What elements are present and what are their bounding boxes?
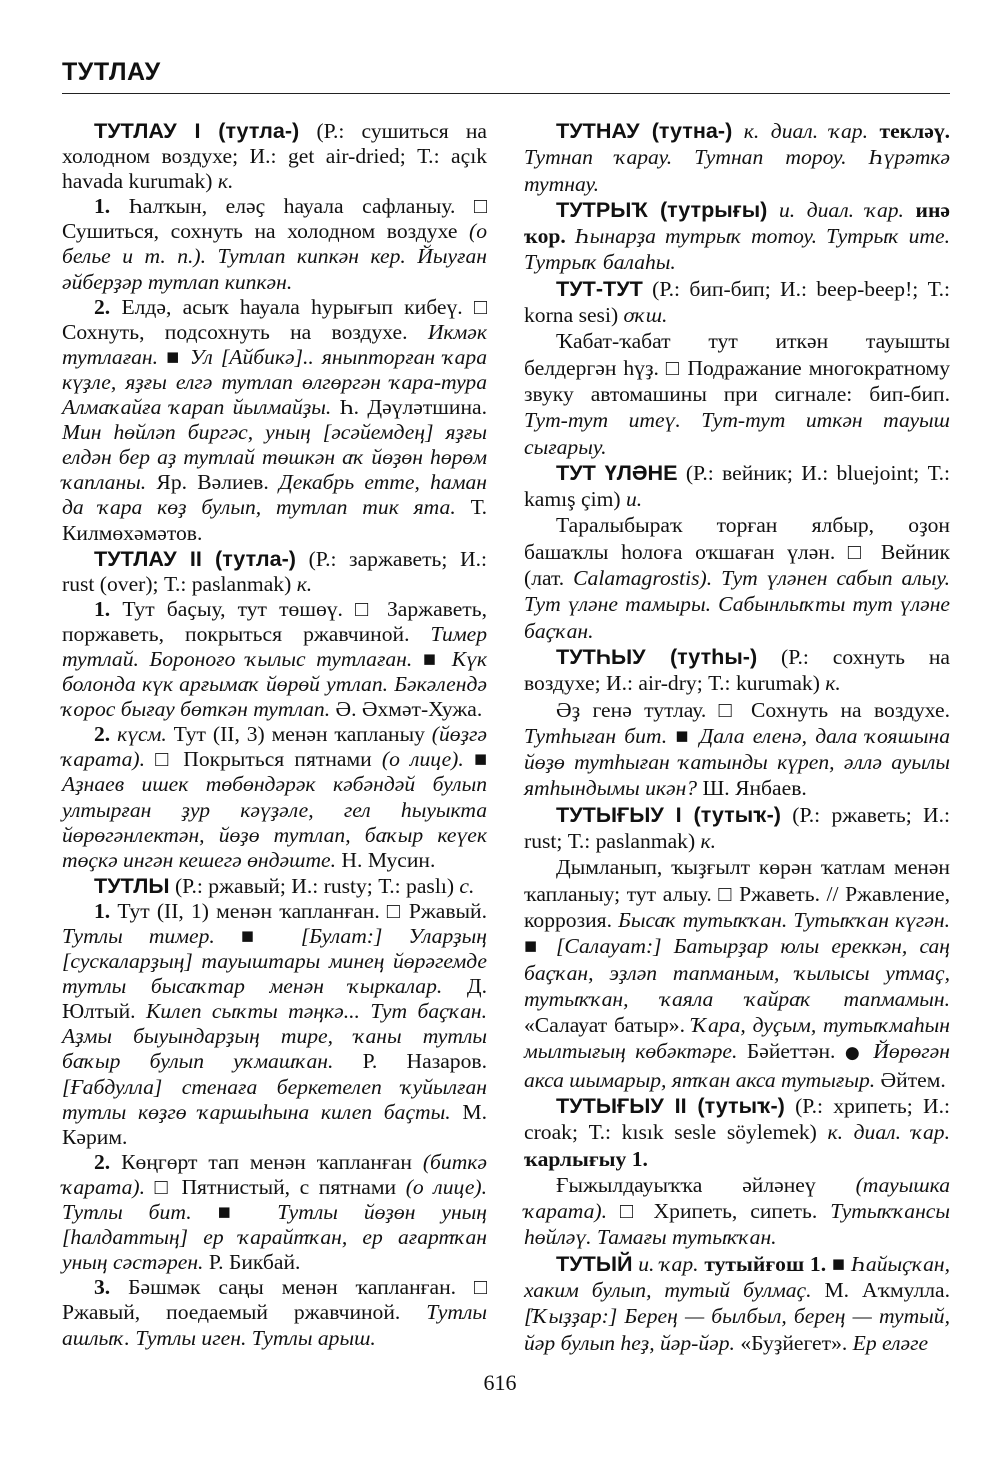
running-head: ТУТЛАУ	[62, 58, 161, 86]
entry-text: ■	[412, 646, 452, 671]
headword: ТУТНАУ (тутна-)	[556, 118, 733, 143]
entry-text: Тимер тутлай. Бороноғо ҡылыс тутлаған.	[62, 621, 487, 671]
entry-paragraph	[524, 512, 950, 643]
entry-text: М. Аҡмулла.	[811, 1278, 950, 1303]
entry-text	[904, 198, 916, 222]
entry-text: текләү.	[879, 119, 951, 143]
entry-text: (йөҙгә ҡарата).	[62, 722, 487, 772]
entry-text: Һынарҙа тутрыҡ тотоу. Тутрыҡ ите. Тутрыҡ балаһы.	[524, 224, 950, 275]
entry-text: Тутлы ашлыҡ. Тутлы иген. Тутлы арыш.	[62, 1300, 487, 1350]
entry-paragraph	[62, 1150, 487, 1275]
entry-text: ■	[667, 723, 700, 748]
entry-text: (Р.: сушиться на холодном воздухе; И.: get air-dried; Т.: açık havada kurumak)	[62, 119, 487, 194]
entry-paragraph	[62, 546, 487, 597]
entry-text: Дымланып, ҡыҙғылт көрән ҡатлам менән ҡапланыу; тут алыу. □ Ржаветь. // Ржавление, коррозия.	[524, 855, 950, 932]
entry-text	[732, 119, 744, 143]
entry-text: (о лице).	[381, 747, 464, 772]
entry-text: Ш. Янбаев.	[697, 776, 807, 801]
entry-paragraph	[524, 276, 950, 329]
entry-text: ■	[826, 1251, 852, 1276]
entry-text: Таралыбыраҡ торған ялбыр, оҙон башаҡлы һолоға оҡшаған үлән. □ Вейник (лат.	[524, 513, 950, 591]
headword: ТУТ ҮЛӘНЕ	[556, 459, 678, 485]
entry-text: Calamagrostis).	[573, 566, 713, 591]
headword: ТУТЫҒЫУ II (тутыҡ-)	[556, 1092, 785, 1118]
entry-paragraph	[524, 197, 950, 276]
entry-text: □ Хрипеть, сипеть.	[607, 1199, 831, 1224]
entry-text: ҡарлығыу 1.	[524, 1146, 648, 1171]
headword: ТУТҺЫУ (тутһы-)	[556, 643, 758, 669]
entry-text: (Р.: ржавый; И.: rusty; Т.: paslı)	[169, 873, 460, 898]
entry-text: Икмәк тутлаған.	[62, 319, 487, 369]
entry-text: Тутыҡҡансы һөйләү. Тамағы тутыҡҡан.	[524, 1199, 950, 1250]
entry-text: к.	[217, 169, 234, 194]
entry-text: Күк болонда күк арғымаҡ йөрөй утлап. Бәкәлендә ҡорос бығау бөткән тутлап.	[62, 646, 488, 722]
entry-paragraph	[524, 328, 950, 459]
entry-text: 2.	[94, 1149, 111, 1174]
entry-paragraph	[524, 1093, 950, 1172]
entry-text: Тут (II, 3) менән ҡапланыу	[166, 722, 432, 747]
entry-text: Тутлы йөҙөн уның [һалдаттың] ер ҡарайтҡан, ер ағартҡан уның сәстәрен.	[62, 1200, 488, 1275]
entry-text: «Салауат батыр».	[524, 1013, 692, 1038]
entry-text: инә ҡор.	[524, 197, 950, 249]
entry-text: тутыйғош 1.	[704, 1251, 827, 1276]
entry-paragraph	[62, 194, 487, 294]
entry-text: Тут (II, 1) менән ҡапланған. □ Ржавый.	[110, 898, 487, 923]
header-rule	[62, 93, 950, 94]
headword: ТУТЛЫ	[94, 872, 170, 898]
entry-paragraph	[524, 644, 950, 697]
entry-text: Р. Бикбай.	[203, 1250, 301, 1275]
entry-text: ■	[158, 344, 190, 369]
entry-text: 1.	[94, 898, 111, 923]
entry-text: □ Пятнистый, с пятнами	[145, 1174, 406, 1199]
entry-text: (Р.: сохнуть на воздухе; И.: air-dry; Т.: kurumak)	[524, 644, 950, 696]
entry-text	[767, 198, 779, 222]
entry-text: ■	[191, 1200, 278, 1225]
page-number: 616	[483, 1370, 517, 1395]
entry-text: М. Кәрим.	[62, 1099, 488, 1149]
entry-text: [Ғабдулла] стенаға беркетелеп ҡуйылған тутлы көҙгө ҡаршыһына килеп баҫты.	[62, 1074, 487, 1124]
entry-text: к.	[296, 571, 313, 596]
headword: ТУТРЫҠ (тутрығы)	[556, 196, 768, 222]
entry-text: (биткә ҡарата).	[62, 1149, 487, 1199]
entry-paragraph	[62, 1275, 487, 1350]
entry-text: Әҙ генә тутлау. □ Сохнуть на воздухе.	[556, 697, 950, 722]
entry-text: күсм.	[117, 722, 167, 747]
entry-text: (о белье и т. п.). Тутлап кипкән кер. Йыуған әйберҙәр тутлап кипкән.	[62, 219, 487, 294]
entry-text: Ҡабат-ҡабат тут иткән тауышты белдергән һүҙ. □ Подражание многократному звуку автомашины при сигнале: бип-бип.	[524, 329, 950, 406]
entry-text: Тут баҫыу, тут төшөү. □ Заржаветь, поржаветь, покрыться ржавчиной.	[62, 596, 487, 646]
entry-paragraph	[62, 597, 487, 722]
entry-text: с.	[459, 873, 475, 898]
headword: ТУТЫЙ	[556, 1250, 633, 1276]
entry-text: Бәшмәк саңы менән ҡапланған. □ Ржавый, поедаемый ржавчиной.	[62, 1275, 487, 1325]
entry-paragraph	[62, 722, 487, 873]
entry-text: Бысаҡ тутыҡҡан. Тутыҡҡан күгән.	[618, 907, 950, 932]
entry-text: Тутлы тимер.	[62, 924, 215, 948]
entry-text: (Р.: заржаветь; И.: rust (over); Т.: paslanmak)	[62, 546, 487, 596]
entry-paragraph	[524, 118, 950, 197]
entry-text: Көңгөрт тап менән ҡапланған	[110, 1149, 423, 1174]
entry-text: Ҡара, дуҫым, тутыҡмаһын мылтығың көбәктәре.	[524, 1013, 950, 1064]
entry-text	[566, 224, 575, 248]
entry-text: Д. Юлтый.	[62, 974, 487, 1024]
entry-text: Тутһыған бит.	[524, 723, 668, 748]
entry-text: Елдә, асыҡ һауала һурығып кибеү. □ Сохнуть, подсохнуть на воздухе.	[62, 294, 487, 344]
entry-text: к.	[825, 671, 841, 696]
entry-text: Яр. Вәлиев.	[146, 470, 279, 495]
entry-paragraph	[62, 295, 487, 546]
entry-text: Килеп сыҡты тәңкә... Тут баҫҡан. Аҙмы быуындарҙың тире, ҡаны тутлы баҡыр булып уҡмашҡан.	[62, 999, 487, 1074]
headword: ТУТЛАУ I (тутла-)	[94, 118, 300, 143]
entry-paragraph	[524, 697, 950, 802]
entry-text: к. диал. ҡар.	[743, 119, 868, 143]
entry-text	[868, 119, 880, 143]
entry-text	[712, 566, 721, 590]
entry-text: Т. Килмөхәмәтов.	[62, 495, 487, 545]
entry-paragraph	[524, 460, 950, 513]
entry-text: 1.	[94, 194, 111, 219]
entry-text: Һ. Дәүләтшина.	[331, 395, 487, 420]
entry-text: Тут-тут итеү. Тут-тут иткән тауыш сығарыу.	[524, 408, 950, 459]
entry-text: и. диал. ҡар.	[778, 197, 904, 222]
entry-text: (Р.: бип-бип; И.: beep-beep!; Т.: korna sesi)	[524, 276, 950, 328]
entry-paragraph	[62, 118, 487, 194]
entry-paragraph	[524, 1172, 950, 1251]
entry-text: оҡш.	[623, 303, 668, 328]
entry-text: Һалҡын, еләҫ һауала сафланыу. □ Сушиться, сохнуть на холодном воздухе	[62, 194, 487, 244]
entry-text: ■	[214, 924, 301, 948]
entry-text: (тауышка ҡарата).	[524, 1172, 950, 1224]
entry-text: к.	[700, 829, 717, 854]
entry-text: (Р.: вейник; И.: bluejoint; Т.: kamış çim)	[524, 460, 950, 512]
entry-text: Тутнап ҡарау. Тутнап тороу. Һүрәткә тутнау.	[524, 145, 950, 196]
entry-text: Н. Мусин.	[336, 847, 436, 872]
entry-text: Һайыҫҡан, хаким булып, тутый булмаҫ.	[524, 1251, 950, 1303]
entry-text: Ер еләге	[852, 1330, 929, 1355]
headword: ТУТЫҒЫУ I (тутыҡ-)	[556, 801, 781, 827]
entry-text: (о лице). Тутлы бит.	[62, 1174, 488, 1225]
entry-text: [Ҡыҙҙар:] Берең — былбыл, берең — тутый, йәр булып һеҙ, йәр-йәр.	[524, 1304, 950, 1355]
entry-text: Йөрөгән акса шымарыр, ятҡан акса тутығыр.	[524, 1039, 950, 1092]
headword: ТУТЛАУ II (тутла-)	[94, 545, 296, 571]
entry-text: [Булат:] Уларҙың [сускаларҙың] тауыштары минең йөрәгемде тутлы бысаҡтар менән ҡыркалар.	[62, 924, 488, 999]
entry-text: «Буҙйегет».	[734, 1330, 853, 1355]
entry-text	[864, 1039, 873, 1063]
right-column	[524, 118, 950, 1356]
entry-text: Әйтем.	[875, 1067, 946, 1092]
entry-text: 2.	[94, 722, 111, 747]
entry-text: к. диал. ҡар.	[827, 1120, 950, 1145]
entry-text: [Салауат:] Батырҙар юлы ереккән, саң баҫҡан, эҙләп тапманым, ҡылысы утмаҫ, тутыҡҡан, ҡаяла ҡайраҡ тапмамын.	[524, 934, 950, 1011]
entry-text: Тут үләнен сабып алыу. Тут үләне тамыры. Сабынлыҡты тут үләне баҫҡан.	[524, 566, 950, 643]
entry-text: (Р.: хрипеть; И.: croak; Т.: kısık sesle söylemek)	[524, 1093, 950, 1145]
entry-text: и. ҡар.	[638, 1251, 699, 1276]
entry-paragraph	[524, 802, 950, 855]
entry-text: 3.	[94, 1275, 111, 1300]
entry-text: 1.	[94, 596, 111, 621]
entry-text: (Р.: ржаветь; И.: rust; Т.: paslanmak)	[524, 802, 950, 854]
entry-text: и.	[625, 487, 643, 512]
entry-paragraph	[62, 899, 487, 1150]
proverb-marker: ●	[844, 1043, 864, 1064]
entry-text: 2.	[94, 294, 111, 319]
entry-text: Р. Назаров.	[333, 1049, 487, 1074]
entry-text: ■	[524, 934, 557, 959]
left-column	[62, 118, 487, 1351]
entry-text: Дала еленә, дала ҡояшына йөҙө тутһыған ҡатынды күреп, әллә ауылы ятһындымы икән?	[524, 723, 951, 801]
entry-text: Аҙнаев ишек төбөндәрәк кәбәндәй булып ултырған ҙур кәүҙәле, гел һыуыкта йөрөгәнлектән, йөҙө тутлап, баҡыр кеүек төҫкә ингән кешегә өндәште.	[62, 772, 487, 872]
entry-paragraph	[524, 854, 950, 1093]
entry-paragraph	[524, 1251, 950, 1356]
entry-paragraph	[62, 873, 487, 899]
entry-text: Ә. Әхмәт-Хужа.	[330, 697, 483, 722]
entry-text: Мин һөйләп биргәс, уның [әсәйемдең] яҙғы елдән бер аҙ тутлай төшкән аҡ йөҙөн һөрөм ҡапланы.	[62, 420, 487, 495]
entry-text: □ Покрыться пятнами	[145, 747, 382, 772]
entry-text: Бәйеттән.	[737, 1039, 845, 1064]
entry-text: Ғыжылдауыҡҡа әйләнеү	[556, 1172, 856, 1197]
entry-text: ■	[463, 747, 487, 772]
entry-text: Ул [Айбикә].. яныпторған ҡара күҙле, яҙғы елгә тутлап өлгөргән ҡара-тура Алмаҡайға ҡарап йылмайҙы.	[62, 344, 487, 420]
headword: ТУТ-ТУТ	[556, 275, 643, 301]
entry-text: Декабрь етте, һаман да ҡара көҙ булып, тутлап тик ята.	[62, 470, 487, 520]
